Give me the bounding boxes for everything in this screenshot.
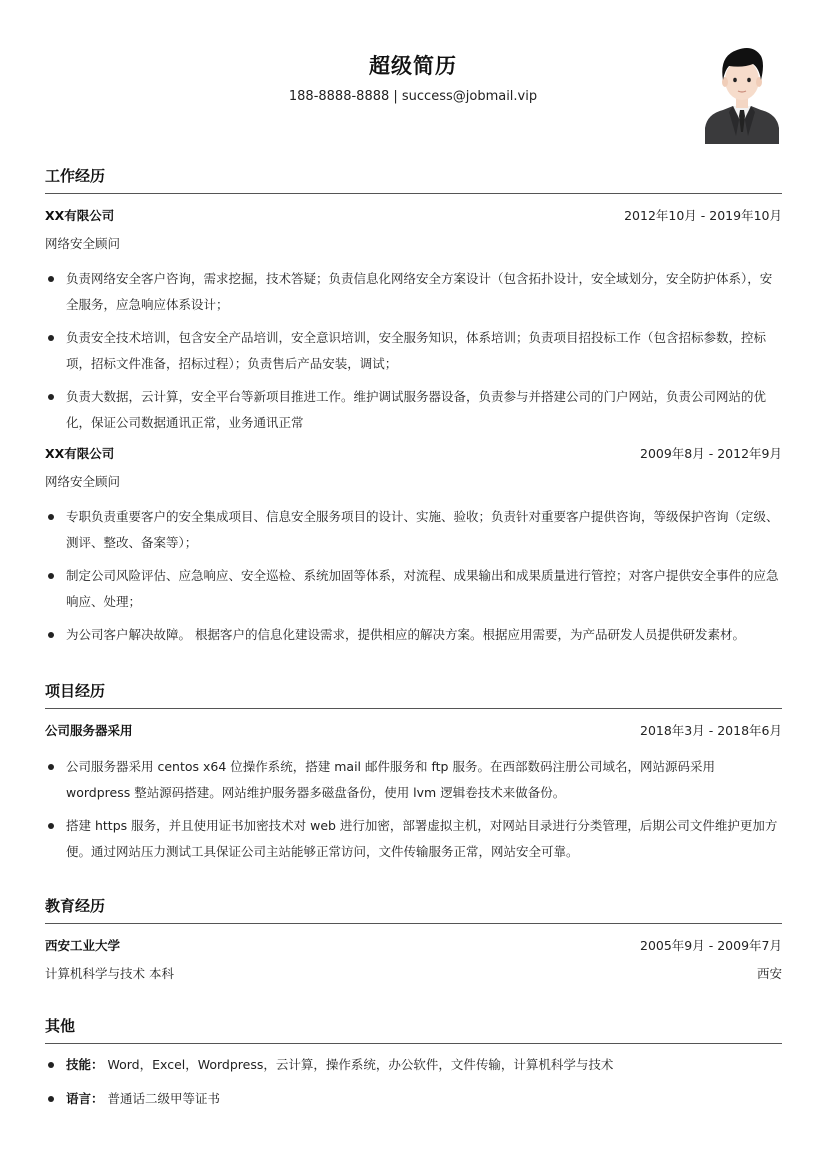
project-name: 公司服务器采用 (45, 723, 133, 738)
section-divider (45, 1043, 782, 1044)
list-item: 制定公司风险评估、应急响应、安全巡检、系统加固等体系，对流程、成果输出和成果质量进行管控；对客户提供安全事件的应急响应、处理； (45, 563, 782, 615)
bullet-icon (48, 573, 54, 579)
job-title: 网络安全顾问 (45, 474, 121, 489)
contact-line: 188-8888-8888 | success@jobmail.vip (288, 89, 538, 104)
section-divider (45, 193, 782, 194)
work-entry (45, 444, 782, 648)
bullet-icon (48, 335, 54, 341)
job-title: 网络安全顾问 (45, 236, 121, 251)
other-list (45, 1052, 782, 1112)
other-section-title: 其他 (45, 1017, 76, 1035)
resume-title: 超级简历 (369, 54, 457, 78)
date-range: 2012年10月 - 2019年10月 (624, 208, 782, 223)
language-label: 语言： (66, 1091, 104, 1106)
bullet-icon (48, 823, 54, 829)
work-entry (45, 206, 782, 436)
language-item (45, 1086, 782, 1112)
school-name: 西安工业大学 (45, 938, 121, 953)
company-name: XX有限公司 (45, 446, 115, 461)
skills-label: 技能： (66, 1057, 104, 1072)
project-entry (45, 721, 782, 865)
avatar-icon (703, 40, 781, 144)
list-item: 负责安全技术培训，包含安全产品培训，安全意识培训，安全服务知识，体系培训；负责项目招投标工作（包含招标参数，控标项，招标文件准备，招标过程）；负责售后产品安装，调试； (45, 325, 782, 377)
bullet-icon (48, 394, 54, 400)
list-item: 负责大数据，云计算，安全平台等新项目推进工作。维护调试服务器设备，负责参与并搭建公司的门户网站，负责公司网站的优化，保证公司数据通讯正常，业务通讯正常 (45, 384, 782, 436)
date-range: 2005年9月 - 2009年7月 (640, 938, 782, 953)
list-item: 专职负责重要客户的安全集成项目、信息安全服务项目的设计、实施、验收；负责针对重要客户提供咨询，等级保护咨询（定级、测评、整改、备案等）； (45, 504, 782, 556)
bullet-icon (48, 632, 54, 638)
school-location: 西安 (756, 966, 782, 981)
other-section (45, 1015, 782, 1112)
work-section-title: 工作经历 (45, 167, 106, 185)
education-section (45, 895, 782, 984)
list-item: 公司服务器采用 centos x64 位操作系统，搭建 mail 邮件服务和 ftp 服务。在西部数码注册公司域名，网站源码采用 wordpress 整站源码搭建。网站维护服务器多磁盘备份，使用 lvm 逻辑卷技术来做备份。 (45, 754, 782, 806)
duty-list (45, 504, 782, 648)
language-value: 普通话二级甲等证书 (103, 1091, 220, 1106)
education-section-title: 教育经历 (45, 897, 106, 915)
project-section (45, 680, 782, 865)
date-range: 2018年3月 - 2018年6月 (640, 723, 782, 738)
bullet-icon (48, 1096, 54, 1102)
list-item: 为公司客户解决故障。 根据客户的信息化建设需求，提供相应的解决方案。根据应用需要，为产品研发人员提供研发素材。 (45, 622, 782, 648)
project-section-title: 项目经历 (45, 682, 106, 700)
project-detail-list (45, 754, 782, 865)
skills-value: Word，Excel，Wordpress，云计算，操作系统，办公软件，文件传输，计算机科学与技术 (103, 1057, 614, 1072)
skills-item (45, 1052, 782, 1078)
list-item: 搭建 https 服务，并且使用证书加密技术对 web 进行加密，部署虚拟主机，对网站目录进行分类管理，后期公司文件维护更加方便。通过网站压力测试工具保证公司主站能够正常访问，文件传输服务正常，网站安全可靠。 (45, 813, 782, 865)
date-range: 2009年8月 - 2012年9月 (640, 446, 782, 461)
duty-list (45, 266, 782, 436)
list-item: 负责网络安全客户咨询，需求挖掘，技术答疑；负责信息化网络安全方案设计（包含拓扑设计，安全域划分，安全防护体系），安全服务，应急响应体系设计； (45, 266, 782, 318)
major-degree: 计算机科学与技术 本科 (45, 966, 174, 981)
company-name: XX有限公司 (45, 208, 115, 223)
bullet-icon (48, 764, 54, 770)
section-divider (45, 708, 782, 709)
bullet-icon (48, 514, 54, 520)
work-section (45, 165, 782, 648)
bullet-icon (48, 1062, 54, 1068)
bullet-icon (48, 276, 54, 282)
education-entry (45, 936, 782, 984)
section-divider (45, 923, 782, 924)
